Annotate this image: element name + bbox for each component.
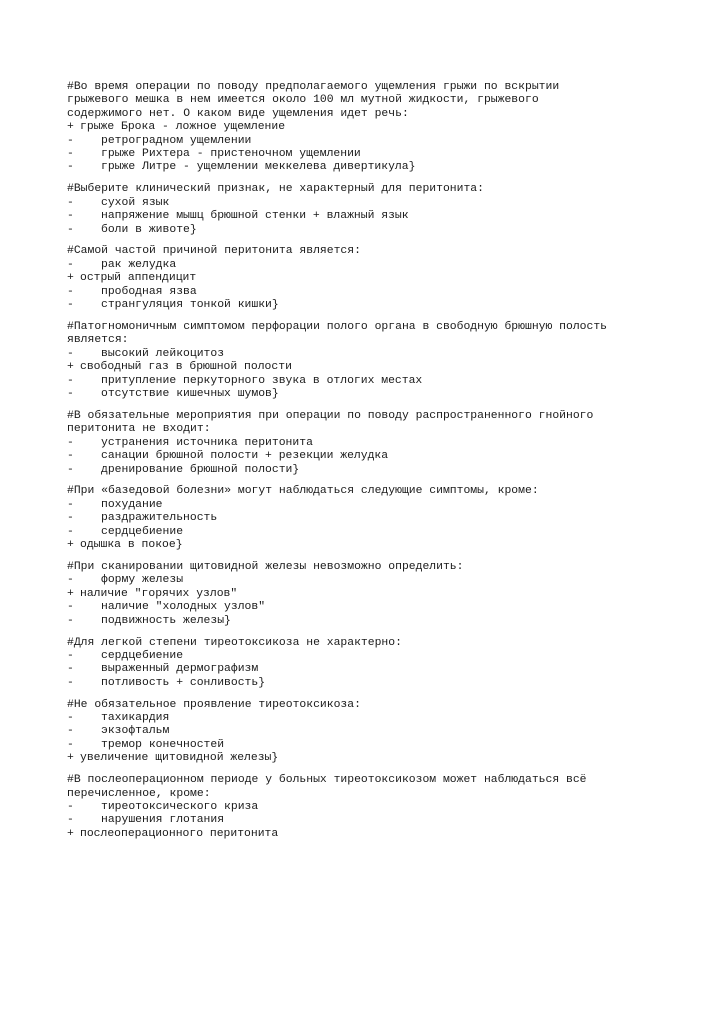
answer-option <box>67 725 667 738</box>
answer-marker: - <box>67 676 74 689</box>
answer-option-correct <box>67 361 667 374</box>
answer-option <box>67 601 667 614</box>
answer-option <box>67 135 667 148</box>
answer-text: прободная язва <box>101 285 197 298</box>
answer-option <box>67 512 667 525</box>
answer-marker: - <box>67 498 74 511</box>
answer-option <box>67 615 667 628</box>
answer-option <box>67 464 667 477</box>
answer-marker: - <box>67 725 74 738</box>
question-stem: #Самой частой причиной перитонита является: <box>67 245 361 258</box>
answer-option <box>67 224 667 237</box>
question-stem: #Выберите клинический признак, не характерный для перитонита: <box>67 183 484 196</box>
answer-option <box>67 677 667 690</box>
test-question <box>67 699 667 766</box>
answer-marker: + <box>67 272 74 285</box>
answer-text: грыже Рихтера - пристеночном ущемлении <box>101 148 361 161</box>
test-question <box>67 245 667 312</box>
test-question <box>67 410 667 477</box>
answer-option <box>67 574 667 587</box>
answer-option-correct <box>67 588 667 601</box>
answer-option <box>67 814 667 827</box>
question-stem: #В обязательные мероприятия при операции по поводу распространенного гнойного перитонита не входит: <box>67 409 594 436</box>
answer-text: высокий лейкоцитоз <box>101 347 225 360</box>
test-question <box>67 637 667 691</box>
answer-text: увеличение щитовидной железы} <box>80 752 279 765</box>
answer-text: сердцебиение <box>101 525 184 538</box>
answer-option <box>67 210 667 223</box>
answer-marker: - <box>67 148 74 161</box>
test-question <box>67 774 667 841</box>
answer-option <box>67 663 667 676</box>
answer-option-correct <box>67 121 667 134</box>
answer-option <box>67 499 667 512</box>
answer-text: форму железы <box>101 574 184 587</box>
answer-marker: - <box>67 649 74 662</box>
answer-text: наличие "холодных узлов" <box>101 601 266 614</box>
document-page <box>67 81 667 850</box>
answer-option-correct <box>67 752 667 765</box>
answer-marker: - <box>67 285 74 298</box>
answer-marker: - <box>67 814 74 827</box>
answer-text: тремор конечностей <box>101 738 225 751</box>
question-stem: #При сканировании щитовидной железы невозможно определить: <box>67 561 464 573</box>
answer-option <box>67 650 667 663</box>
answer-text: похудание <box>101 498 163 511</box>
answer-text: острый аппендицит <box>80 272 197 285</box>
answer-option <box>67 286 667 299</box>
answer-option <box>67 299 667 312</box>
question-stem: #В послеоперационном периоде у больных тиреотоксикозом может наблюдаться всё перечисленное, кроме: <box>67 774 587 800</box>
answer-marker: - <box>67 223 74 236</box>
answer-marker: - <box>67 436 74 449</box>
answer-option-correct <box>67 828 667 841</box>
answer-text: санации брюшной полости + резекции желудка <box>101 450 389 463</box>
answer-marker: - <box>67 258 74 271</box>
answer-text: тиреотоксического криза <box>101 801 259 813</box>
answer-text: напряжение мышц брюшной стенки + влажный язык <box>101 210 409 223</box>
question-stem: #Не обязательное проявление тиреотоксикоза: <box>67 698 361 711</box>
answer-marker: - <box>67 299 74 312</box>
answer-text: наличие "горячих узлов" <box>80 587 238 600</box>
answer-text: устранения источника перитонита <box>101 436 313 449</box>
question-stem: #При «базедовой болезни» могут наблюдаться следующие симптомы, кроме: <box>67 485 539 498</box>
answer-option-correct <box>67 539 667 552</box>
answer-option <box>67 375 667 388</box>
answer-marker: - <box>67 388 74 401</box>
answer-marker: - <box>67 161 74 174</box>
answer-text: грыже Литре - ущемлении меккелева дивертикула} <box>101 161 416 174</box>
answer-text: раздражительность <box>101 512 218 525</box>
answer-marker: - <box>67 450 74 463</box>
answer-text: экзофтальм <box>101 725 170 738</box>
answer-text: странгуляция тонкой кишки} <box>101 299 279 312</box>
answer-text: тахикардия <box>101 712 170 725</box>
answer-text: рак желудка <box>101 258 177 271</box>
answer-marker: - <box>67 210 74 223</box>
question-stem: #Для легкой степени тиреотоксикоза не характерно: <box>67 636 402 649</box>
answer-marker: - <box>67 374 74 387</box>
answer-text: потливость + сонливость} <box>101 676 266 689</box>
answer-marker: + <box>67 827 74 840</box>
answer-text: подвижность железы} <box>101 614 231 627</box>
answer-text: послеоперационного перитонита <box>80 827 279 840</box>
answer-text: боли в животе} <box>101 223 197 236</box>
answer-marker: - <box>67 801 74 813</box>
answer-option <box>67 348 667 361</box>
answer-marker: - <box>67 574 74 587</box>
answer-marker: - <box>67 712 74 725</box>
answer-option <box>67 197 667 210</box>
answer-marker: + <box>67 121 74 134</box>
answer-option-correct <box>67 272 667 285</box>
answer-text: ретроградном ущемлении <box>101 134 252 147</box>
test-question <box>67 485 667 552</box>
question-stem: #Патогномоничным симптомом перфорации полого органа в свободную брюшную полость является: <box>67 321 608 347</box>
answer-text: сухой язык <box>101 196 170 209</box>
answer-option <box>67 712 667 725</box>
answer-marker: - <box>67 347 74 360</box>
answer-text: нарушения глотания <box>101 814 225 827</box>
answer-marker: + <box>67 587 74 600</box>
answer-marker: - <box>67 601 74 614</box>
answer-option <box>67 739 667 752</box>
answer-option <box>67 161 667 174</box>
answer-text: сердцебиение <box>101 649 184 662</box>
answer-marker: - <box>67 196 74 209</box>
answer-option <box>67 148 667 161</box>
answer-option <box>67 388 667 401</box>
answer-marker: - <box>67 663 74 676</box>
test-question <box>67 561 667 628</box>
answer-option <box>67 450 667 463</box>
test-question <box>67 321 667 401</box>
answer-option <box>67 801 667 814</box>
answer-text: выраженный дермографизм <box>101 663 259 676</box>
test-question <box>67 183 667 237</box>
answer-marker: - <box>67 463 74 476</box>
answer-text: притупление перкуторного звука в отлогих местах <box>101 374 423 387</box>
answer-option <box>67 526 667 539</box>
answer-text: отсутствие кишечных шумов} <box>101 388 279 401</box>
test-question <box>67 81 667 175</box>
answer-option <box>67 259 667 272</box>
answer-marker: - <box>67 614 74 627</box>
answer-marker: + <box>67 752 74 765</box>
answer-option <box>67 437 667 450</box>
answer-marker: + <box>67 539 74 552</box>
question-stem: #Во время операции по поводу предполагаемого ущемления грыжи по вскрытии грыжевого мешка в нем имеется около 100 мл мутной жидкости, грыжевого содержимого нет. О каком виде ущемления идет речь: <box>67 81 560 120</box>
answer-marker: - <box>67 525 74 538</box>
answer-marker: - <box>67 134 74 147</box>
answer-marker: - <box>67 512 74 525</box>
answer-text: дренирование брюшной полости} <box>101 463 300 476</box>
answer-text: одышка в покое} <box>80 539 183 552</box>
answer-marker: - <box>67 738 74 751</box>
answer-text: свободный газ в брюшной полости <box>80 361 292 374</box>
answer-text: грыже Брока - ложное ущемление <box>80 121 286 134</box>
answer-marker: + <box>67 361 74 374</box>
